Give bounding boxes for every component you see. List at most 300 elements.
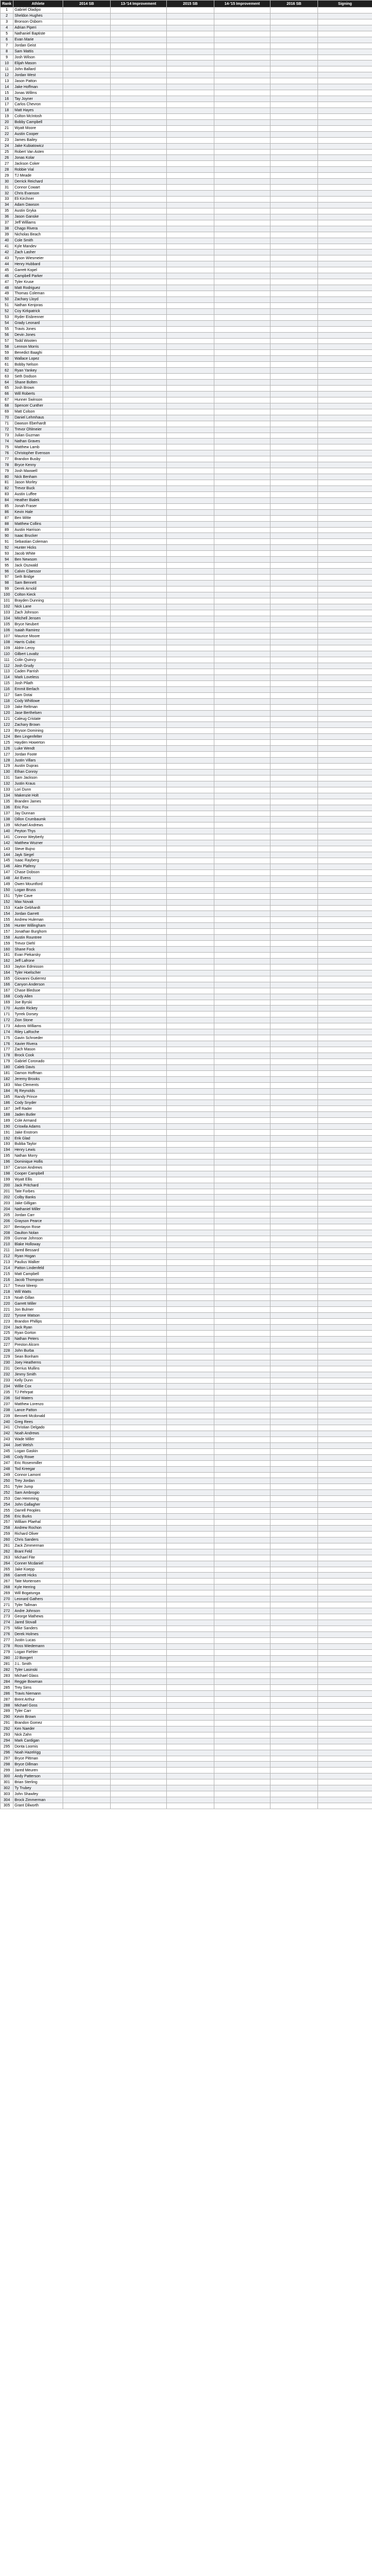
- table-row: [1, 869, 372, 875]
- sb-2014-cell: [63, 433, 111, 439]
- athlete-cell: Connor Cowart: [13, 185, 63, 191]
- sb-2016-cell: [270, 119, 318, 125]
- table-row: [1, 391, 372, 397]
- athlete-cell: Christopher Evenson: [13, 450, 63, 456]
- athlete-cell: Tyler Hoelscher: [13, 970, 63, 976]
- signing-cell: [318, 610, 372, 616]
- improvement-13-14-cell: [111, 657, 167, 663]
- improvement-14-15-cell: [214, 1023, 270, 1029]
- improvement-13-14-cell: [111, 320, 167, 326]
- sb-2016-cell: [270, 515, 318, 521]
- athlete-cell: Austin Rountree: [13, 935, 63, 941]
- athlete-cell: Jeremy Brooks: [13, 1076, 63, 1082]
- rank-cell: 68: [1, 403, 13, 409]
- improvement-13-14-cell: [111, 575, 167, 581]
- sb-2016-cell: [270, 840, 318, 846]
- sb-2015-cell: [167, 444, 214, 450]
- athlete-cell: Jake Reltman: [13, 704, 63, 710]
- sb-2015-cell: [167, 456, 214, 462]
- signing-cell: [318, 1602, 372, 1608]
- improvement-13-14-cell: [111, 1313, 167, 1319]
- table-row: [1, 752, 372, 758]
- signing-cell: [318, 521, 372, 527]
- athlete-cell: Jase Berthelsen: [13, 710, 63, 716]
- sb-2015-cell: [167, 557, 214, 563]
- header-2015-sb[interactable]: 2015 SB: [167, 1, 214, 8]
- table-row: [1, 645, 372, 651]
- table-row: [1, 255, 372, 261]
- signing-cell: [318, 1484, 372, 1490]
- sb-2016-cell: [270, 350, 318, 356]
- sb-2016-cell: [270, 314, 318, 320]
- signing-cell: [318, 308, 372, 314]
- sb-2015-cell: [167, 563, 214, 569]
- sb-2016-cell: [270, 1620, 318, 1626]
- athlete-cell: Austin Rickey: [13, 1006, 63, 1011]
- improvement-14-15-cell: [214, 1082, 270, 1088]
- table-row: [1, 575, 372, 581]
- sb-2016-cell: [270, 1130, 318, 1136]
- rank-cell: 33: [1, 197, 13, 203]
- sb-2016-cell: [270, 1230, 318, 1236]
- rank-cell: 73: [1, 433, 13, 439]
- table-row: [1, 604, 372, 610]
- signing-cell: [318, 374, 372, 380]
- signing-cell: [318, 1112, 372, 1118]
- improvement-13-14-cell: [111, 734, 167, 740]
- improvement-13-14-cell: [111, 1206, 167, 1212]
- athlete-cell: Jordan Foote: [13, 752, 63, 758]
- sb-2014-cell: [63, 308, 111, 314]
- improvement-13-14-cell: [111, 179, 167, 185]
- sb-2016-cell: [270, 651, 318, 657]
- sb-2014-cell: [63, 1058, 111, 1064]
- table-row: [1, 893, 372, 899]
- table-row: [1, 249, 372, 255]
- table-row: [1, 320, 372, 326]
- rank-cell: 150: [1, 887, 13, 893]
- rank-cell: 83: [1, 491, 13, 497]
- rank-cell: 34: [1, 202, 13, 208]
- rank-cell: 214: [1, 1265, 13, 1271]
- improvement-13-14-cell: [111, 1773, 167, 1779]
- rank-cell: 217: [1, 1283, 13, 1289]
- improvement-13-14-cell: [111, 1112, 167, 1118]
- header-13-14-improvement[interactable]: 13-'14 Improvement: [111, 1, 167, 8]
- sb-2014-cell: [63, 964, 111, 970]
- rank-cell: 209: [1, 1236, 13, 1242]
- improvement-14-15-cell: [214, 1431, 270, 1437]
- signing-cell: [318, 462, 372, 468]
- signing-cell: [318, 1496, 372, 1502]
- improvement-14-15-cell: [214, 1797, 270, 1803]
- improvement-13-14-cell: [111, 557, 167, 563]
- signing-cell: [318, 864, 372, 869]
- table-row: [1, 403, 372, 409]
- athlete-cell: Bennett Mcdonald: [13, 1413, 63, 1419]
- sb-2016-cell: [270, 13, 318, 19]
- signing-cell: [318, 592, 372, 598]
- sb-2014-cell: [63, 598, 111, 604]
- header-14-15-improvement[interactable]: 14-'15 Improvement: [214, 1, 270, 8]
- improvement-14-15-cell: [214, 976, 270, 982]
- table-row: [1, 49, 372, 55]
- sb-2014-cell: [63, 84, 111, 90]
- improvement-14-15-cell: [214, 320, 270, 326]
- sb-2016-cell: [270, 1023, 318, 1029]
- table-row: [1, 1738, 372, 1744]
- rank-cell: 280: [1, 1655, 13, 1661]
- table-row: [1, 692, 372, 698]
- sb-2016-cell: [270, 1555, 318, 1561]
- sb-2015-cell: [167, 350, 214, 356]
- improvement-13-14-cell: [111, 1466, 167, 1472]
- sb-2016-cell: [270, 66, 318, 72]
- improvement-14-15-cell: [214, 545, 270, 551]
- sb-2014-cell: [63, 1720, 111, 1726]
- signing-cell: [318, 811, 372, 817]
- sb-2014-cell: [63, 1112, 111, 1118]
- improvement-14-15-cell: [214, 1478, 270, 1484]
- header-2014-sb[interactable]: 2014 SB: [63, 1, 111, 8]
- sb-2014-cell: [63, 113, 111, 119]
- table-row: [1, 805, 372, 811]
- athlete-cell: Noah Andrews: [13, 1431, 63, 1437]
- rank-cell: 41: [1, 244, 13, 249]
- athlete-cell: Jayk Siegel: [13, 852, 63, 858]
- rank-cell: 223: [1, 1319, 13, 1325]
- athlete-cell: Seth Dodson: [13, 374, 63, 380]
- sb-2014-cell: [63, 202, 111, 208]
- athlete-cell: Jack Pritchard: [13, 1183, 63, 1189]
- improvement-14-15-cell: [214, 1472, 270, 1478]
- athlete-cell: Ben Lingenfelter: [13, 734, 63, 740]
- table-row: [1, 1543, 372, 1549]
- sb-2016-cell: [270, 84, 318, 90]
- athlete-cell: Todd Wooten: [13, 338, 63, 344]
- rank-cell: 91: [1, 539, 13, 545]
- table-row: [1, 787, 372, 793]
- athlete-cell: Matthew Lorenzo: [13, 1401, 63, 1407]
- sb-2016-cell: [270, 764, 318, 770]
- signing-cell: [318, 43, 372, 49]
- sb-2015-cell: [167, 1118, 214, 1124]
- improvement-13-14-cell: [111, 1732, 167, 1738]
- sb-2015-cell: [167, 586, 214, 592]
- improvement-13-14-cell: [111, 964, 167, 970]
- sb-2015-cell: [167, 686, 214, 692]
- improvement-14-15-cell: [214, 1242, 270, 1247]
- athlete-cell: Andrew Huleman: [13, 917, 63, 923]
- sb-2014-cell: [63, 1531, 111, 1537]
- rank-cell: 248: [1, 1466, 13, 1472]
- sb-2014-cell: [63, 279, 111, 285]
- sb-2015-cell: [167, 291, 214, 297]
- signing-cell: [318, 1714, 372, 1720]
- improvement-13-14-cell: [111, 386, 167, 392]
- sb-2016-cell: [270, 1319, 318, 1325]
- improvement-13-14-cell: [111, 740, 167, 746]
- table-row: [1, 899, 372, 905]
- table-row: [1, 698, 372, 704]
- athlete-cell: Josh Maxwell: [13, 468, 63, 474]
- header-rank[interactable]: Rank: [1, 1, 13, 8]
- sb-2014-cell: [63, 1768, 111, 1773]
- sb-2015-cell: [167, 1348, 214, 1354]
- improvement-14-15-cell: [214, 179, 270, 185]
- improvement-14-15-cell: [214, 1637, 270, 1643]
- sb-2015-cell: [167, 1679, 214, 1685]
- signing-cell: [318, 1354, 372, 1360]
- rank-cell: 182: [1, 1076, 13, 1082]
- header-signing[interactable]: Signing: [318, 1, 372, 8]
- header-athlete[interactable]: Athlete: [13, 1, 63, 8]
- improvement-13-14-cell: [111, 834, 167, 840]
- improvement-13-14-cell: [111, 491, 167, 497]
- header-2016-sb[interactable]: 2016 SB: [270, 1, 318, 8]
- table-row: [1, 119, 372, 125]
- improvement-13-14-cell: [111, 474, 167, 480]
- signing-cell: [318, 386, 372, 392]
- athlete-cell: Bubba Taylor: [13, 1142, 63, 1148]
- improvement-13-14-cell: [111, 793, 167, 799]
- sb-2014-cell: [63, 143, 111, 149]
- rank-cell: 64: [1, 380, 13, 386]
- sb-2016-cell: [270, 444, 318, 450]
- sb-2015-cell: [167, 1561, 214, 1567]
- improvement-14-15-cell: [214, 255, 270, 261]
- sb-2015-cell: [167, 25, 214, 31]
- signing-cell: [318, 1259, 372, 1265]
- improvement-13-14-cell: [111, 143, 167, 149]
- rank-cell: 201: [1, 1189, 13, 1195]
- table-row: [1, 60, 372, 66]
- improvement-14-15-cell: [214, 1230, 270, 1236]
- sb-2016-cell: [270, 893, 318, 899]
- athlete-cell: Steve Bujno: [13, 846, 63, 852]
- sb-2015-cell: [167, 551, 214, 557]
- sb-2014-cell: [63, 31, 111, 37]
- sb-2015-cell: [167, 208, 214, 214]
- improvement-14-15-cell: [214, 1531, 270, 1537]
- sb-2014-cell: [63, 1679, 111, 1685]
- sb-2015-cell: [167, 1023, 214, 1029]
- rank-cell: 251: [1, 1484, 13, 1490]
- signing-cell: [318, 764, 372, 770]
- sb-2015-cell: [167, 1431, 214, 1437]
- sb-2016-cell: [270, 1549, 318, 1555]
- signing-cell: [318, 639, 372, 645]
- sb-2015-cell: [167, 982, 214, 988]
- sb-2015-cell: [167, 881, 214, 887]
- improvement-13-14-cell: [111, 592, 167, 598]
- sb-2014-cell: [63, 869, 111, 875]
- sb-2015-cell: [167, 1709, 214, 1715]
- athlete-cell: Brian Sterling: [13, 1779, 63, 1785]
- rank-cell: 221: [1, 1307, 13, 1313]
- table-row: [1, 793, 372, 799]
- sb-2015-cell: [167, 90, 214, 96]
- sb-2015-cell: [167, 1265, 214, 1271]
- signing-cell: [318, 1407, 372, 1413]
- signing-cell: [318, 503, 372, 509]
- improvement-13-14-cell: [111, 680, 167, 686]
- sb-2014-cell: [63, 1431, 111, 1437]
- sb-2015-cell: [167, 1372, 214, 1378]
- improvement-13-14-cell: [111, 1431, 167, 1437]
- sb-2016-cell: [270, 875, 318, 881]
- sb-2014-cell: [63, 1153, 111, 1159]
- sb-2015-cell: [167, 716, 214, 722]
- rank-cell: 283: [1, 1673, 13, 1679]
- improvement-14-15-cell: [214, 55, 270, 60]
- sb-2015-cell: [167, 480, 214, 486]
- improvement-14-15-cell: [214, 988, 270, 994]
- sb-2015-cell: [167, 604, 214, 610]
- athlete-cell: Tate Mortensen: [13, 1579, 63, 1584]
- table-row: [1, 1762, 372, 1768]
- sb-2014-cell: [63, 852, 111, 858]
- sb-2016-cell: [270, 1325, 318, 1331]
- athlete-cell: Jayton Edmisson: [13, 964, 63, 970]
- table-row: [1, 563, 372, 569]
- rank-cell: 270: [1, 1596, 13, 1602]
- sb-2015-cell: [167, 421, 214, 427]
- sb-2015-cell: [167, 1006, 214, 1011]
- sb-2014-cell: [63, 651, 111, 657]
- sb-2014-cell: [63, 923, 111, 929]
- rank-cell: 192: [1, 1136, 13, 1142]
- sb-2016-cell: [270, 1720, 318, 1726]
- table-row: [1, 55, 372, 60]
- sb-2015-cell: [167, 787, 214, 793]
- sb-2014-cell: [63, 710, 111, 716]
- athlete-cell: Sheldon Hughes: [13, 13, 63, 19]
- improvement-13-14-cell: [111, 1171, 167, 1177]
- signing-cell: [318, 427, 372, 433]
- signing-cell: [318, 1620, 372, 1626]
- signing-cell: [318, 1271, 372, 1277]
- sb-2016-cell: [270, 964, 318, 970]
- athlete-cell: Hayden Howerton: [13, 740, 63, 746]
- table-row: [1, 1720, 372, 1726]
- improvement-14-15-cell: [214, 244, 270, 249]
- sb-2014-cell: [63, 232, 111, 238]
- athlete-cell: Luke Wendt: [13, 746, 63, 752]
- improvement-13-14-cell: [111, 13, 167, 19]
- table-row: [1, 710, 372, 716]
- improvement-14-15-cell: [214, 25, 270, 31]
- athlete-cell: Jordan Carr: [13, 1212, 63, 1218]
- improvement-14-15-cell: [214, 143, 270, 149]
- sb-2014-cell: [63, 1336, 111, 1342]
- sb-2014-cell: [63, 822, 111, 828]
- athlete-cell: Rj Reynolds: [13, 1088, 63, 1094]
- sb-2014-cell: [63, 338, 111, 344]
- sb-2014-cell: [63, 675, 111, 680]
- sb-2016-cell: [270, 1496, 318, 1502]
- table-row: [1, 1401, 372, 1407]
- sb-2014-cell: [63, 1301, 111, 1307]
- signing-cell: [318, 1142, 372, 1148]
- improvement-13-14-cell: [111, 728, 167, 734]
- athlete-cell: Reggie Bowman: [13, 1679, 63, 1685]
- rank-cell: 168: [1, 994, 13, 1000]
- sb-2014-cell: [63, 764, 111, 770]
- sb-2016-cell: [270, 1076, 318, 1082]
- sb-2016-cell: [270, 1006, 318, 1011]
- athlete-cell: Giovanni Gutierrez: [13, 976, 63, 982]
- athlete-cell: Jonathan Burghorn: [13, 929, 63, 935]
- sb-2016-cell: [270, 941, 318, 947]
- rank-cell: 129: [1, 764, 13, 770]
- sb-2016-cell: [270, 1372, 318, 1378]
- rank-cell: 302: [1, 1785, 13, 1791]
- athlete-cell: Ryder Eisbrenner: [13, 314, 63, 320]
- signing-cell: [318, 1508, 372, 1514]
- signing-cell: [318, 1242, 372, 1247]
- sb-2014-cell: [63, 1342, 111, 1348]
- sb-2014-cell: [63, 539, 111, 545]
- improvement-14-15-cell: [214, 391, 270, 397]
- sb-2014-cell: [63, 273, 111, 279]
- sb-2014-cell: [63, 102, 111, 108]
- table-row: [1, 716, 372, 722]
- rank-cell: 61: [1, 362, 13, 368]
- improvement-14-15-cell: [214, 314, 270, 320]
- improvement-13-14-cell: [111, 698, 167, 704]
- sb-2014-cell: [63, 72, 111, 78]
- improvement-14-15-cell: [214, 822, 270, 828]
- signing-cell: [318, 1567, 372, 1573]
- sb-2016-cell: [270, 905, 318, 911]
- table-row: [1, 31, 372, 37]
- sb-2014-cell: [63, 669, 111, 675]
- rank-cell: 263: [1, 1555, 13, 1561]
- table-row: [1, 1088, 372, 1094]
- improvement-14-15-cell: [214, 1803, 270, 1809]
- sb-2016-cell: [270, 1596, 318, 1602]
- rank-cell: 6: [1, 37, 13, 43]
- athlete-cell: Donta Loomis: [13, 1744, 63, 1750]
- sb-2016-cell: [270, 1224, 318, 1230]
- rank-cell: 58: [1, 344, 13, 350]
- sb-2015-cell: [167, 1366, 214, 1372]
- rank-cell: 152: [1, 899, 13, 905]
- athlete-cell: Harris Cubic: [13, 639, 63, 645]
- sb-2016-cell: [270, 362, 318, 368]
- sb-2015-cell: [167, 1295, 214, 1301]
- sb-2014-cell: [63, 758, 111, 764]
- rank-cell: 294: [1, 1738, 13, 1744]
- sb-2016-cell: [270, 557, 318, 563]
- sb-2014-cell: [63, 1620, 111, 1626]
- athlete-cell: Isaac Brucker: [13, 533, 63, 539]
- sb-2015-cell: [167, 1395, 214, 1401]
- sb-2014-cell: [63, 155, 111, 161]
- improvement-13-14-cell: [111, 421, 167, 427]
- improvement-13-14-cell: [111, 1218, 167, 1224]
- signing-cell: [318, 497, 372, 503]
- sb-2016-cell: [270, 131, 318, 137]
- sb-2016-cell: [270, 249, 318, 255]
- sb-2014-cell: [63, 220, 111, 226]
- sb-2015-cell: [167, 1543, 214, 1549]
- improvement-13-14-cell: [111, 669, 167, 675]
- athlete-cell: Calvin Claessor: [13, 569, 63, 575]
- athlete-cell: Logan Bruss: [13, 887, 63, 893]
- improvement-13-14-cell: [111, 533, 167, 539]
